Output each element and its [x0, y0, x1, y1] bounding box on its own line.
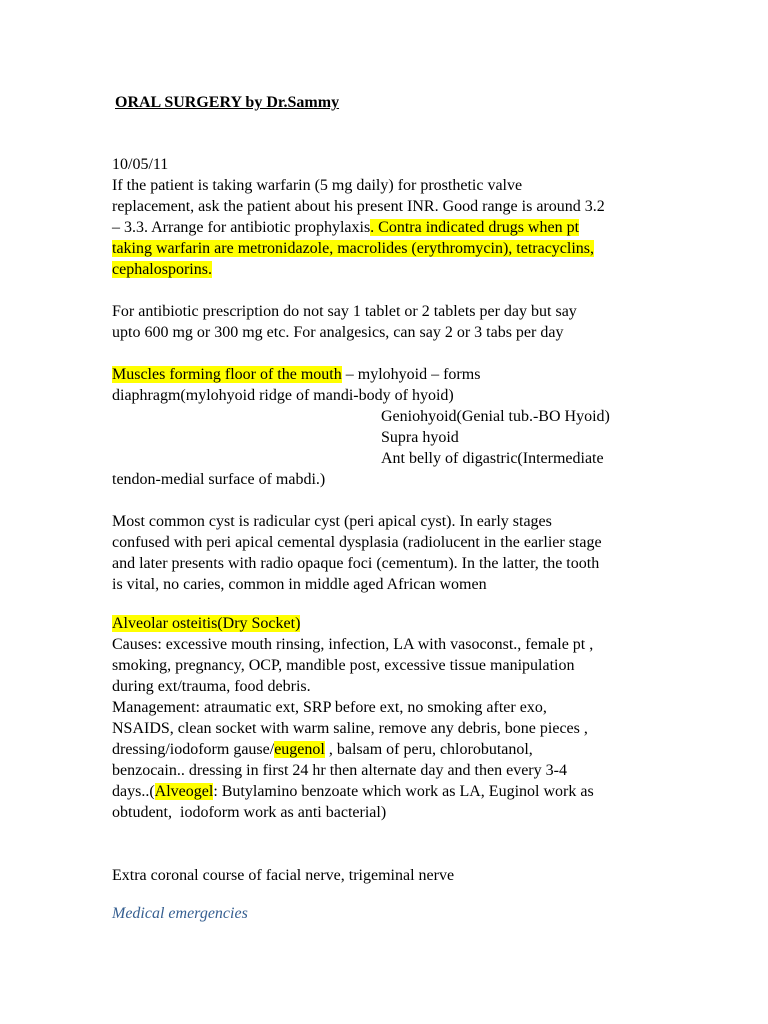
- muscles-line-1: [112, 364, 480, 385]
- alveolar-heading-line: [112, 613, 300, 634]
- antibiotic-line-1: For antibiotic prescription do not say 1 tablet or 2 tablets per day but say: [112, 303, 577, 320]
- eugenol-highlight: eugenol: [274, 741, 325, 758]
- date: 10/05/11: [112, 156, 169, 173]
- muscles-line-4: Supra hyoid: [381, 429, 459, 446]
- muscles-line-2: diaphragm(mylohyoid ridge of mandi-body of hyoid): [112, 387, 454, 404]
- cyst-line-3: and later presents with radio opaque foci (cementum). In the latter, the tooth: [112, 555, 600, 572]
- alveolar-line-8: [112, 781, 594, 802]
- contraindicated-highlight-2: taking warfarin are metronidazole, macrolides (erythromycin), tetracyclins,: [112, 240, 595, 257]
- antibiotic-line-2: upto 600 mg or 300 mg etc. For analgesics, can say 2 or 3 tabs per day: [112, 324, 564, 341]
- alveolar-line-3: during ext/trauma, food debris.: [112, 678, 311, 695]
- muscles-line-1-text: – mylohyoid – forms: [341, 366, 481, 383]
- muscles-line-5: Ant belly of digastric(Intermediate: [381, 450, 604, 467]
- warfarin-line-3-text: – 3.3. Arrange for antibiotic prophylaxis: [112, 219, 371, 236]
- alveolar-line-2: smoking, pregnancy, OCP, mandible post, excessive tissue manipulation: [112, 657, 575, 674]
- muscles-line-6: tendon-medial surface of mabdi.): [112, 471, 326, 488]
- muscles-line-3: Geniohyoid(Genial tub.-BO Hyoid): [381, 408, 610, 425]
- warfarin-line-2: replacement, ask the patient about his present INR. Good range is around 3.2: [112, 198, 605, 215]
- alveolar-line-6: [112, 739, 533, 760]
- facial-nerve-line: Extra coronal course of facial nerve, trigeminal nerve: [112, 867, 455, 884]
- warfarin-line-1: If the patient is taking warfarin (5 mg daily) for prosthetic valve: [112, 177, 523, 194]
- alveolar-line-4: Management: atraumatic ext, SRP before ext, no smoking after exo,: [112, 699, 547, 716]
- alveolar-line-1: Causes: excessive mouth rinsing, infection, LA with vasoconst., female pt ,: [112, 636, 594, 653]
- contraindicated-highlight-3: cephalosporins.: [112, 261, 212, 278]
- contraindicated-highlight: . Contra indicated drugs when pt: [370, 219, 580, 236]
- alveolar-line-5: NSAIDS, clean socket with warm saline, remove any debris, bone pieces ,: [112, 720, 588, 737]
- muscles-heading: Muscles forming floor of the mouth: [112, 366, 342, 383]
- alveolar-line-8-c: : Butylamino benzoate which work as LA, Euginol work as: [213, 783, 594, 800]
- alveolar-line-6-c: , balsam of peru, chlorobutanol,: [324, 741, 533, 758]
- cyst-line-4: is vital, no caries, common in middle aged African women: [112, 576, 487, 593]
- cyst-line-2: confused with peri apical cemental dysplasia (radiolucent in the earlier stage: [112, 534, 602, 551]
- medical-emergencies-heading: Medical emergencies: [112, 905, 248, 922]
- alveolar-heading: Alveolar osteitis(Dry Socket): [112, 615, 301, 632]
- alveolar-line-8-a: days..(: [112, 783, 155, 800]
- warfarin-line-3: [112, 217, 579, 238]
- alveolar-line-6-a: dressing/iodoform gause/: [112, 741, 275, 758]
- alveolar-line-9: obtudent, iodoform work as anti bacterial): [112, 804, 387, 821]
- alveogel-highlight: Alveogel: [154, 783, 214, 800]
- alveolar-line-7: benzocain.. dressing in first 24 hr then alternate day and then every 3-4: [112, 762, 567, 779]
- warfarin-line-5: [112, 259, 212, 280]
- warfarin-line-4: [112, 238, 594, 259]
- cyst-line-1: Most common cyst is radicular cyst (peri apical cyst). In early stages: [112, 513, 552, 530]
- document-title: ORAL SURGERY by Dr.Sammy: [115, 94, 340, 111]
